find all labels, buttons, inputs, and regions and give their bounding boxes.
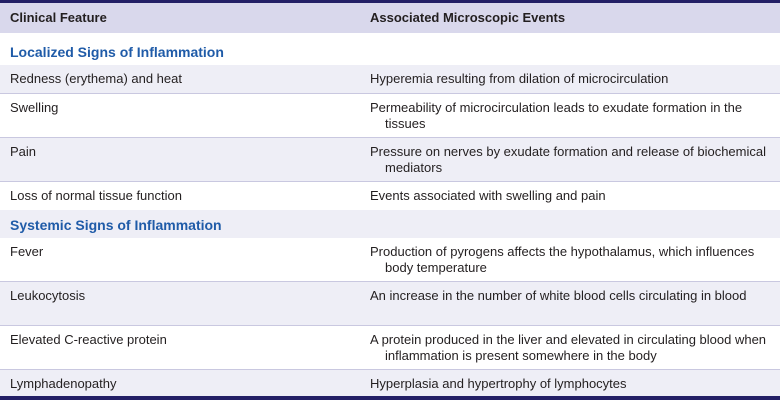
events-cell: Production of pyrogens affects the hypothalamus, which influences body temperature: [370, 244, 755, 275]
feature-cell: Lymphadenopathy: [10, 376, 117, 391]
feature-cell: Pain: [10, 144, 37, 159]
table-header: [0, 0, 780, 33]
section-title: Systemic Signs of Inflammation: [10, 217, 222, 233]
events-cell: Hyperemia resulting from dilation of microcirculation: [370, 71, 669, 86]
feature-cell: Swelling: [10, 100, 59, 115]
events-cell: A protein produced in the liver and elevated in circulating blood when inflammation is present somewhere in the body: [370, 332, 767, 363]
events-cell: Hyperplasia and hypertrophy of lymphocytes: [370, 376, 627, 391]
section-title: Localized Signs of Inflammation: [10, 44, 224, 60]
events-cell: An increase in the number of white blood cells circulating in blood: [370, 288, 747, 303]
table-row: [0, 182, 780, 210]
table-row: [0, 326, 780, 369]
table-row: [0, 138, 780, 181]
section-systemic: [0, 210, 780, 238]
feature-cell: Loss of normal tissue function: [10, 188, 182, 203]
table-row: [0, 370, 780, 396]
table-row: [0, 94, 780, 137]
header-clinical-feature: Clinical Feature: [10, 10, 107, 25]
table-row: [0, 282, 780, 325]
feature-cell: Leukocytosis: [10, 288, 86, 303]
table-bottom-rule: [0, 396, 780, 400]
events-cell: Permeability of microcirculation leads to exudate formation in the tissues: [370, 100, 743, 131]
table-row: [0, 65, 780, 93]
table-row: [0, 238, 780, 281]
section-localized: [0, 33, 780, 65]
feature-cell: Elevated C-reactive protein: [10, 332, 167, 347]
events-cell: Events associated with swelling and pain: [370, 188, 606, 203]
events-cell: Pressure on nerves by exudate formation and release of biochemical mediators: [370, 144, 766, 175]
feature-cell: Redness (erythema) and heat: [10, 71, 182, 86]
feature-cell: Fever: [10, 244, 44, 259]
header-microscopic-events: Associated Microscopic Events: [370, 10, 566, 25]
